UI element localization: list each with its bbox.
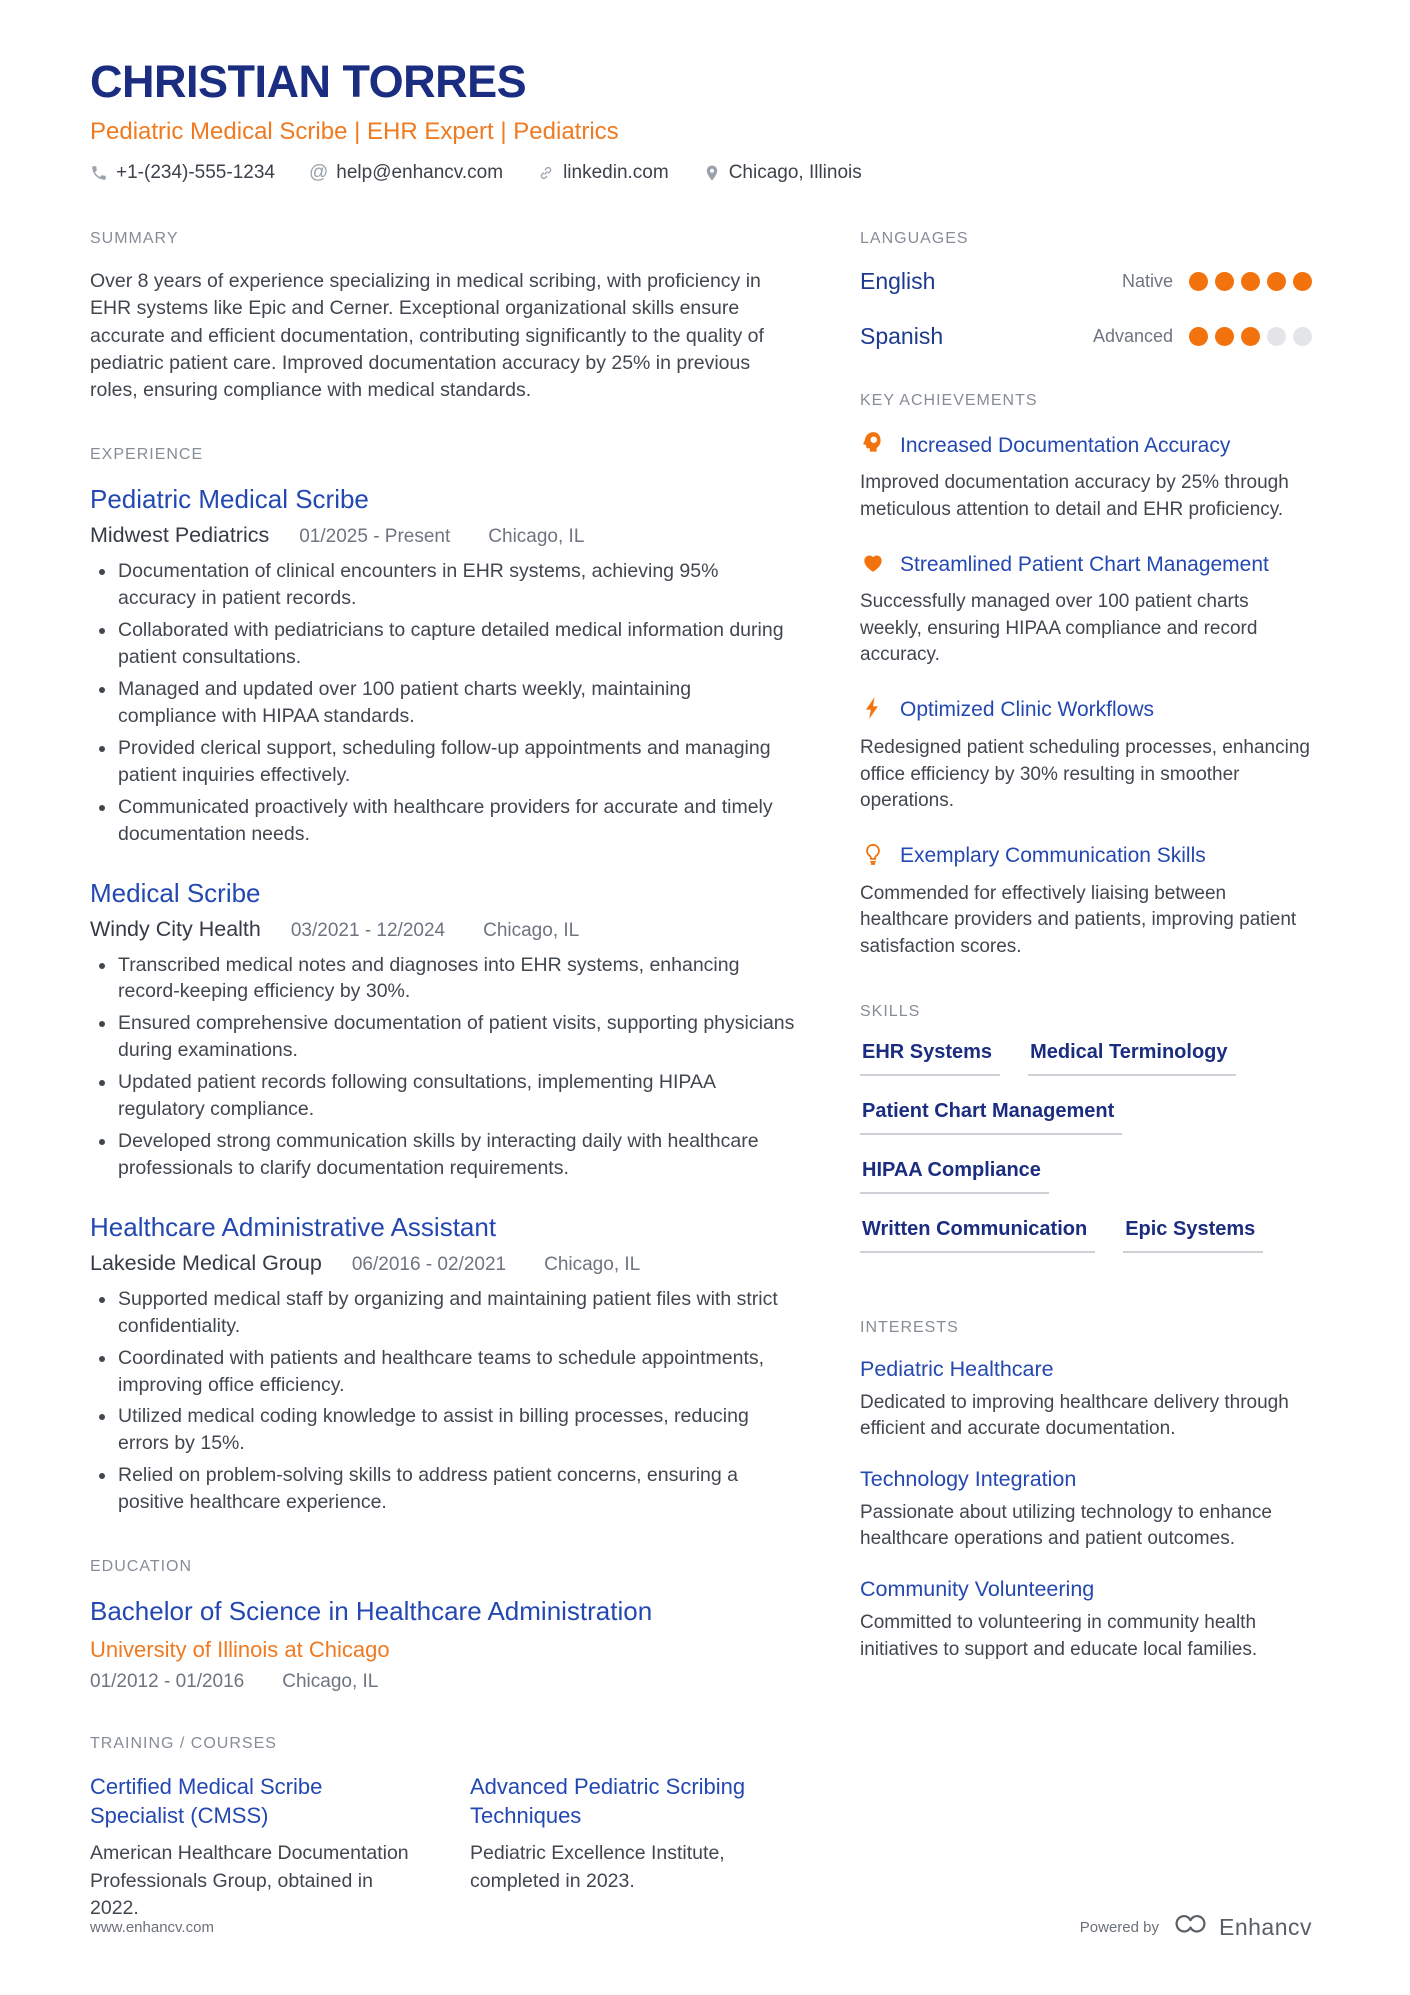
skill-item: HIPAA Compliance [860, 1159, 1049, 1194]
course-description: Pediatric Excellence Institute, completed in 2023. [470, 1842, 725, 1892]
interest-text: Dedicated to improving healthcare delivery through efficient and accurate documentation. [860, 1391, 1289, 1440]
rating-dot [1215, 272, 1234, 291]
skill-item: Medical Terminology [1028, 1041, 1235, 1076]
right-column [860, 230, 1312, 1964]
degree-title: Bachelor of Science in Healthcare Administration [90, 1596, 653, 1627]
achievements-label: KEY ACHIEVEMENTS [860, 392, 1038, 409]
interest-text: Passionate about utilizing technology to enhance healthcare operations and patient outcomes. [860, 1501, 1272, 1550]
interests-section [860, 1319, 1312, 1664]
skill-item: Written Communication [860, 1218, 1095, 1253]
job-entry [90, 484, 795, 847]
training-section [90, 1735, 795, 1922]
bullet-item: Utilized medical coding knowledge to assist in billing processes, reducing errors by 15%. [90, 1403, 795, 1457]
interest-entry [860, 1357, 1312, 1443]
interests-label: INTERESTS [860, 1318, 959, 1336]
skill-list [860, 1041, 1312, 1277]
bullet-item: Ensured comprehensive documentation of patient visits, supporting physicians during examinations. [90, 1010, 795, 1064]
bullet-item: Coordinated with patients and healthcare teams to schedule appointments, improving office efficiency. [90, 1345, 795, 1399]
job-dates: 03/2021 - 12/2024 [290, 919, 446, 941]
footer-website-link[interactable]: www.enhancv.com [90, 1919, 214, 1936]
candidate-headline: Pediatric Medical Scribe | EHR Expert | Pediatrics [90, 118, 619, 145]
rating-dot [1189, 327, 1208, 346]
skill-item: Epic Systems [1123, 1218, 1263, 1253]
achievement-title: Streamlined Patient Chart Management [900, 552, 1269, 576]
interest-title: Technology Integration [860, 1466, 1077, 1491]
job-meta [90, 917, 795, 942]
language-row [860, 323, 1312, 350]
education-meta [90, 1671, 795, 1693]
course-entry [470, 1773, 795, 1922]
lightbulb-icon [860, 841, 886, 872]
language-level: Native [1121, 271, 1173, 291]
achievement-entry [860, 695, 1312, 815]
job-location: Chicago, IL [544, 1253, 641, 1275]
languages-label: LANGUAGES [860, 230, 969, 247]
summary-label: SUMMARY [90, 230, 179, 247]
education-section [90, 1558, 795, 1693]
contact-row [90, 162, 1312, 184]
job-company: Lakeside Medical Group [90, 1250, 322, 1275]
skills-label: SKILLS [860, 1002, 921, 1020]
link-icon [537, 164, 555, 182]
job-title: Pediatric Medical Scribe [90, 484, 369, 515]
school-name: University of Illinois at Chicago [90, 1637, 390, 1663]
language-level: Advanced [1092, 326, 1173, 346]
rating-dot [1241, 327, 1260, 346]
achievement-text: Improved documentation accuracy by 25% through meticulous attention to detail and EHR proficiency. [860, 472, 1289, 520]
rating-dot [1293, 327, 1312, 346]
achievement-title: Exemplary Communication Skills [900, 844, 1206, 868]
job-title: Healthcare Administrative Assistant [90, 1211, 497, 1242]
achievement-entry [860, 841, 1312, 961]
language-name: English [860, 268, 936, 294]
language-rating-dots [1189, 327, 1312, 346]
summary-section [90, 230, 795, 404]
phone-icon [90, 164, 108, 182]
powered-by-label: Powered by [1079, 1919, 1159, 1936]
achievement-text: Redesigned patient scheduling processes, enhancing office efficiency by 30% resulting in smoother operations. [860, 736, 1310, 812]
language-rating-dots [1189, 272, 1312, 291]
language-name: Spanish [860, 323, 944, 349]
language-row [860, 268, 1312, 295]
bullet-item: Provided clerical support, scheduling follow-up appointments and managing patient inquiries effectively. [90, 735, 795, 789]
job-location: Chicago, IL [488, 526, 585, 548]
interest-title: Community Volunteering [860, 1576, 1095, 1601]
bullet-item: Communicated proactively with healthcare providers for accurate and timely documentation needs. [90, 794, 795, 848]
page-footer [90, 1912, 1312, 1943]
experience-label: EXPERIENCE [90, 446, 204, 464]
powered-by [1080, 1912, 1312, 1943]
bullet-item: Documentation of clinical encounters in EHR systems, achieving 95% accuracy in patient records. [90, 558, 795, 612]
achievement-text: Commended for effectively liaising between healthcare providers and patients, improving patient satisfaction scores. [860, 882, 1297, 957]
skill-item: EHR Systems [860, 1041, 1000, 1076]
skill-item: Patient Chart Management [860, 1100, 1122, 1135]
languages-section [860, 230, 1312, 350]
heart-icon [860, 549, 886, 580]
at-icon: @ [308, 162, 329, 183]
contact-link-text[interactable]: linkedin.com [563, 162, 669, 183]
job-bullets [90, 558, 795, 847]
lightning-icon [860, 695, 886, 726]
education-dates: 01/2012 - 01/2016 [90, 1671, 245, 1693]
rating-dot [1189, 272, 1208, 291]
experience-section [90, 446, 795, 1516]
rating-dot [1267, 272, 1286, 291]
head-idea-icon [860, 430, 886, 461]
achievement-entry [860, 549, 1312, 669]
course-description: American Healthcare Documentation Professionals Group, obtained in 2022. [90, 1842, 409, 1919]
job-entry [90, 1212, 795, 1516]
resume-header [90, 56, 1312, 184]
rating-dot [1293, 272, 1312, 291]
enhancv-mark-icon [1171, 1912, 1211, 1943]
course-title: Certified Medical Scribe Specialist (CMSS) [90, 1774, 323, 1828]
location-pin-icon [703, 164, 721, 182]
bullet-item: Supported medical staff by organizing and maintaining patient files with strict confidentiality. [90, 1286, 795, 1340]
summary-text: Over 8 years of experience specializing in medical scribing, with proficiency in EHR systems like Epic and Cerner. Exceptional organizational skills ensure accurate and efficient documentation, contributing significantly to the quality of pediatric patient care. Improved documentation accuracy by 25% in previous roles, ensuring compliance with medical standards. [90, 270, 764, 402]
bullet-item: Updated patient records following consultations, implementing HIPAA regulatory compliance. [90, 1069, 795, 1123]
bullet-item: Managed and updated over 100 patient charts weekly, maintaining compliance with HIPAA standards. [90, 676, 795, 730]
job-bullets [90, 1286, 795, 1516]
interest-text: Committed to volunteering in community health initiatives to support and educate local families. [860, 1611, 1258, 1660]
job-meta [90, 523, 795, 548]
enhancv-logo[interactable] [1171, 1912, 1312, 1943]
contact-location [703, 162, 862, 184]
job-dates: 01/2025 - Present [299, 526, 451, 548]
achievement-entry [860, 430, 1312, 523]
course-entry [90, 1773, 415, 1922]
enhancv-brand-text: Enhancv [1218, 1914, 1312, 1940]
education-location: Chicago, IL [282, 1671, 379, 1693]
education-label: EDUCATION [90, 1558, 193, 1576]
training-label: TRAINING / COURSES [90, 1735, 277, 1753]
achievements-section [860, 392, 1312, 961]
interest-title: Pediatric Healthcare [860, 1356, 1054, 1381]
rating-dot [1267, 327, 1286, 346]
achievement-title: Increased Documentation Accuracy [900, 433, 1231, 457]
contact-email[interactable] [309, 162, 503, 184]
achievement-title: Optimized Clinic Workflows [900, 698, 1154, 722]
contact-link[interactable] [537, 162, 669, 184]
job-dates: 06/2016 - 02/2021 [351, 1253, 507, 1275]
bullet-item: Transcribed medical notes and diagnoses into EHR systems, enhancing record-keeping efficiency by 30%. [90, 952, 795, 1006]
contact-location-text: Chicago, Illinois [728, 162, 862, 183]
contact-email-text[interactable]: help@enhancv.com [336, 162, 504, 183]
bullet-item: Collaborated with pediatricians to capture detailed medical information during patient consultations. [90, 617, 795, 671]
interest-entry [860, 1577, 1312, 1663]
job-bullets [90, 952, 795, 1182]
rating-dot [1241, 272, 1260, 291]
candidate-name: CHRISTIAN TORRES [90, 56, 527, 107]
contact-phone-text: +1-(234)-555-1234 [116, 162, 275, 183]
skills-section [860, 1003, 1312, 1277]
course-title: Advanced Pediatric Scribing Techniques [470, 1774, 746, 1828]
contact-phone [90, 162, 275, 184]
job-meta [90, 1251, 795, 1276]
bullet-item: Relied on problem-solving skills to address patient concerns, ensuring a positive healthcare experience. [90, 1462, 795, 1516]
job-entry [90, 878, 795, 1182]
rating-dot [1215, 327, 1234, 346]
bullet-item: Developed strong communication skills by interacting daily with healthcare professionals to clarify documentation requirements. [90, 1128, 795, 1182]
left-column [90, 230, 795, 1964]
job-company: Windy City Health [90, 916, 261, 941]
achievement-text: Successfully managed over 100 patient charts weekly, ensuring HIPAA compliance and record accuracy. [860, 591, 1258, 666]
job-title: Medical Scribe [90, 877, 261, 908]
interest-entry [860, 1467, 1312, 1553]
job-location: Chicago, IL [483, 919, 580, 941]
job-company: Midwest Pediatrics [90, 523, 270, 548]
